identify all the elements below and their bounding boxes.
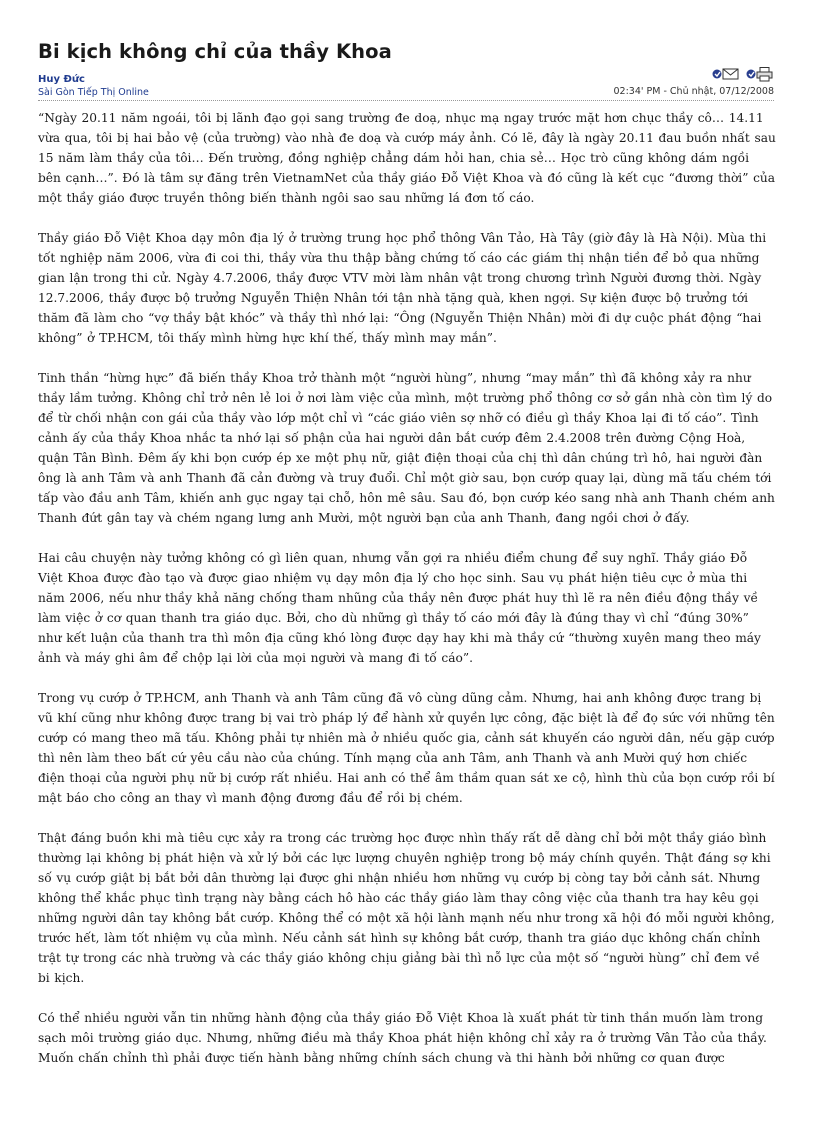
paragraph: Hai câu chuyện này tưởng không có gì liên quan, nhưng vẫn gợi ra nhiều điểm chung để suy nghĩ. Thầy giáo Đỗ Việt Khoa được đào tạo và được giao nhiệm vụ dạy môn địa lý cho học sinh. Sau vụ phát hiện tiêu cực ở mùa thi năm 2006, nếu như thầy khả năng chống tham nhũng của thầy nên được phát huy thì lẽ ra nên điều động thầy về làm việc ở cơ quan thanh tra giáo dục. Bởi, cho dù những gì thầy tố cáo mới đây là đúng thay vì chỉ “đúng 30%” như kết luận của thanh tra thì môn địa cũng khó lòng được dạy hay khi mà thầy cứ “thường xuyên mang theo máy ảnh và máy ghi âm để chộp lại lời của mọi người và mang đi tố cáo”.: [38, 551, 761, 665]
paragraph: Có thể nhiều người vẫn tin những hành động của thầy giáo Đỗ Việt Khoa là xuất phát từ tinh thần muốn làm trong sạch môi trường giáo dục. Nhưng, những điều mà thầy Khoa phát hiện không chỉ xảy ra ở trường Vân Tảo của thầy. Muốn chấn chỉnh thì phải được tiến hành bằng những chính sách chung và thi hành bởi những cơ quan được: [38, 1011, 767, 1065]
author-name[interactable]: Huy Đức: [38, 74, 85, 85]
paragraph: Trong vụ cướp ở TP.HCM, anh Thanh và anh Tâm cũng đã vô cùng dũng cảm. Nhưng, hai anh không được trang bị vũ khí cũng như không được trang bị vai trò pháp lý để hành xử quyền lực công, đặc biệt là để đọ sức với những tên cướp có mang theo mã tấu. Không phải tự nhiên mà ở nhiều quốc gia, cảnh sát khuyến cáo người dân, nếu gặp cướp thì nên làm theo bất cứ yêu cầu nào của chúng. Tính mạng của anh Tâm, anh Thanh và anh Mười quý hơn chiếc điện thoại của người phụ nữ bị cướp rất nhiều. Hai anh có thể âm thầm quan sát xe cộ, hình thù của bọn cướp rồi bí mật báo cho công an thay vì manh động đương đầu để rồi bị chém.: [38, 691, 775, 805]
article-body: [38, 108, 776, 1088]
article-title: Bi kịch không chỉ của thầy Khoa: [38, 40, 392, 63]
article-actions: [712, 66, 774, 82]
print-icon[interactable]: [746, 66, 774, 82]
paragraph: Thầy giáo Đỗ Việt Khoa dạy môn địa lý ở trường trung học phổ thông Vân Tảo, Hà Tây (giờ đây là Hà Nội). Mùa thi tốt nghiệp năm 2006, vừa đi coi thi, thầy vừa thu thập bằng chứng tố cáo các giám thị nhận tiền để bỏ qua những gian lận trong thi cử. Ngày 4.7.2006, thầy được VTV mời làm nhân vật trong chương trình Người đương thời. Ngày 12.7.2006, thầy được bộ trưởng Nguyễn Thiện Nhân tới tận nhà tặng quà, khen ngợi. Sự kiện được bộ trưởng tới thăm đã làm cho “vợ thầy bật khóc” và thầy thì nhớ lại: “Ông (Nguyễn Thiện Nhân) mời đi dự cuộc phát động “hai không” ở TP.HCM, tôi thấy mình hừng hực khí thế, thấy mình may mắn”.: [38, 231, 767, 345]
paragraph: Tinh thần “hừng hực” đã biến thầy Khoa trở thành một “người hùng”, nhưng “may mắn” thì đã không xảy ra như thầy lầm tưởng. Không chỉ trở nên lẻ loi ở nơi làm việc của mình, một trường phổ thông cơ sở gần nhà còn tìm lý do để từ chối nhận con gái của thầy vào lớp một chỉ vì “các giáo viên sợ nhỡ có điều gì thầy Khoa lại đi tố cáo”. Tình cảnh ấy của thầy Khoa nhắc ta nhớ lại số phận của hai người dân bắt cướp đêm 2.4.2008 trên đường Cộng Hoà, quận Tân Bình. Đêm ấy khi bọn cướp ép xe một phụ nữ, giật điện thoại của chị thì dân chúng trì hô, hai người đàn ông là anh Tâm và anh Thanh đã cản đường và truy đuổi. Chỉ một giờ sau, bọn cướp quay lại, dùng mã tấu chém tới tấp vào đầu anh Tâm, khiến anh gục ngay tại chỗ, hôn mê sâu. Sau đó, bọn cướp kéo sang nhà anh Thanh chém anh Thanh đứt gân tay và chém ngang lưng anh Mười, một người bạn của anh Thanh, đang ngồi chơi ở đấy.: [38, 371, 775, 525]
header-divider: [38, 100, 774, 101]
source-name[interactable]: Sài Gòn Tiếp Thị Online: [38, 87, 149, 98]
publish-datetime: 02:34' PM - Chủ nhật, 07/12/2008: [613, 86, 774, 97]
paragraph: “Ngày 20.11 năm ngoái, tôi bị lãnh đạo gọi sang trường đe doạ, nhục mạ ngay trước mặt hơn chục thầy cô… 14.11 vừa qua, tôi bị hai bảo vệ (của trường) vào nhà đe doạ và cướp máy ảnh. Có lẽ, đây là ngày 20.11 đau buồn nhất sau 15 năm làm thầy của tôi… Đến trường, đồng nghiệp chẳng dám hỏi han, chia sẻ… Học trò cũng không dám ngồi bên cạnh…”. Đó là tâm sự đăng trên VietnamNet của thầy giáo Đỗ Việt Khoa và đó cũng là kết cục “đương thời” của một thầy giáo được truyền thông biến thành ngôi sao sau những lá đơn tố cáo.: [38, 111, 776, 205]
paragraph: Thật đáng buồn khi mà tiêu cực xảy ra trong các trường học được nhìn thấy rất dễ dàng chỉ bởi một thầy giáo bình thường lại không bị phát hiện và xử lý bởi các lực lượng chuyên nghiệp trong bộ máy chính quyền. Thật đáng sợ khi số vụ cướp giật bị bắt bởi dân thường lại được ghi nhận nhiều hơn những vụ cướp bị còng tay bởi cảnh sát. Nhưng không thể khắc phục tình trạng này bằng cách hô hào các thầy giáo làm thay công việc của thanh tra hay kêu gọi những người dân tay không bắt cướp. Không thể có một xã hội lành mạnh nếu như trong xã hội đó mỗi người không, trước hết, làm tốt nhiệm vụ của mình. Nếu cảnh sát hình sự không bắt cướp, thanh tra giáo dục không chấn chỉnh trật tự trong các nhà trường và các thầy giáo không chịu giảng bài thì nỗ lực của một số “người hùng” chỉ đem về bi kịch.: [38, 831, 775, 985]
email-icon[interactable]: [712, 66, 740, 82]
